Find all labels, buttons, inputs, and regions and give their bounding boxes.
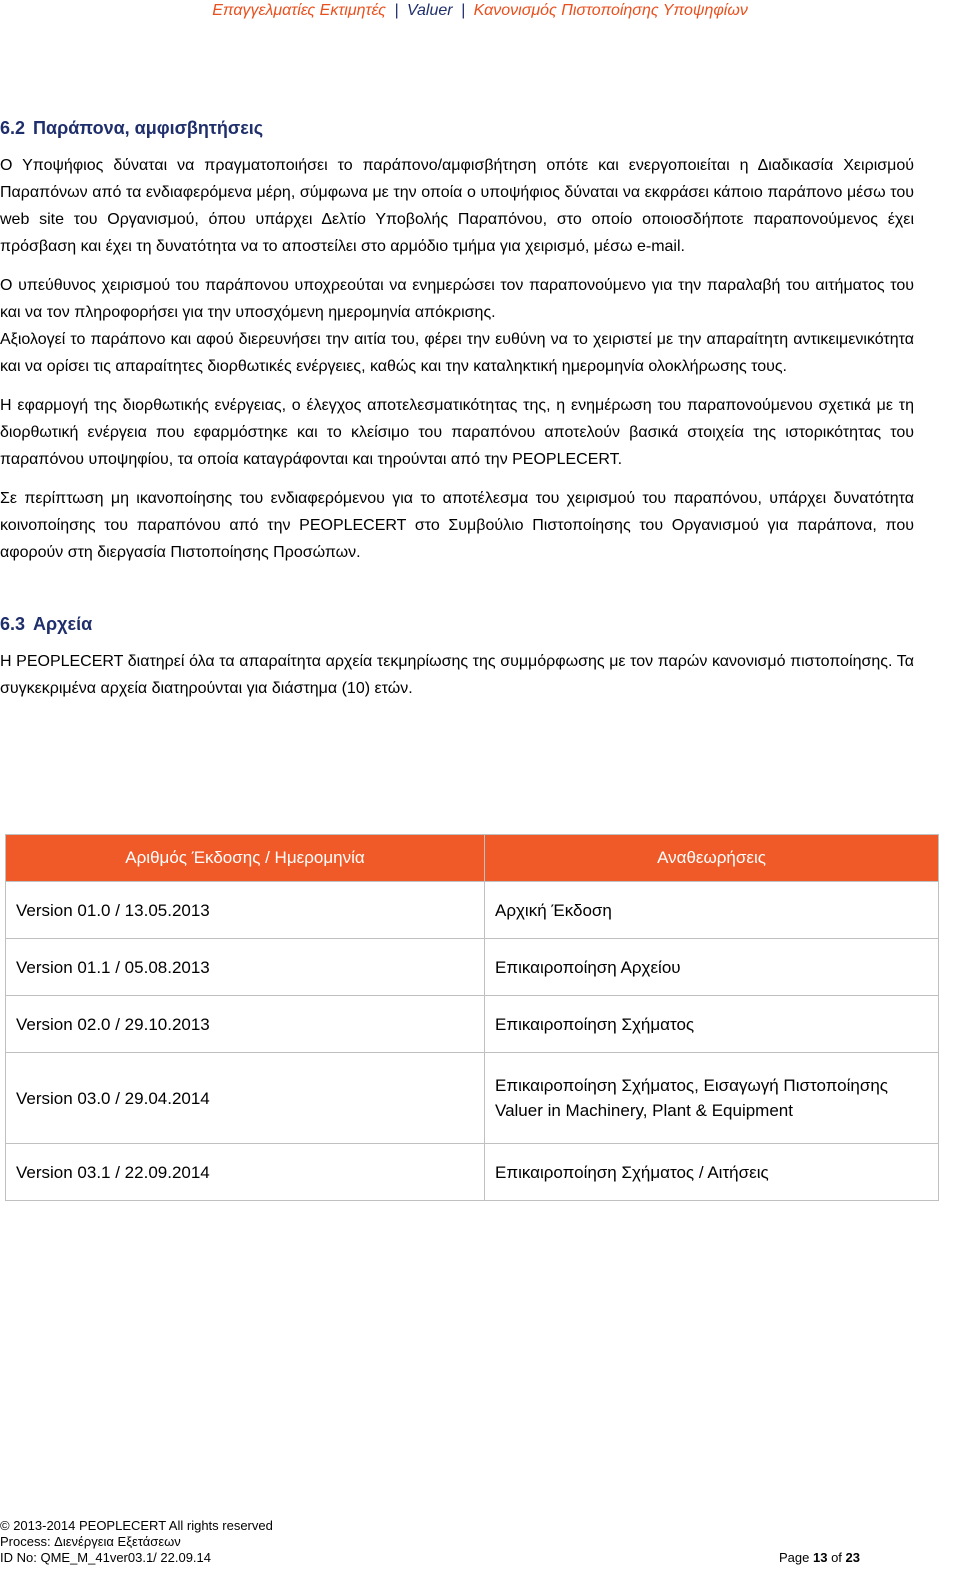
table-row — [6, 939, 939, 996]
paragraph: Η εφαρμογή της διορθωτικής ενέργειας, ο έλεγχος αποτελεσματικότητας της, η ενημέρωση του παραπονούμενου σχετικά με τη διορθωτική ενέργεια που εφαρμόστηκε και το κλείσιμο του παραπόνου αποτελούν βασικά στοιχεία της ιστορικότητας του παραπόνου υποψηφίου, τα οποία καταγράφονται και τηρούνται από την PEOPLECERT. — [0, 397, 914, 468]
footer-process: Process: Διενέργεια Εξετάσεων — [0, 1534, 181, 1549]
header-separator: | — [461, 2, 466, 19]
section-number: 6.2 — [0, 118, 26, 138]
column-header-revisions: Αναθεωρήσεις — [485, 835, 939, 882]
revision-cell: Επικαιροποίηση Σχήματος, Εισαγωγή Πιστοποίησης Valuer in Machinery, Plant & Equipment — [485, 1053, 939, 1144]
paragraph: Η PEOPLECERT διατηρεί όλα τα απαραίτητα αρχεία τεκμηρίωσης της συμμόρφωσης με τον παρών κανονισμό πιστοποίησης. Τα συγκεκριμένα αρχεία διατηρούνται για διάστημα (10) ετών. — [0, 653, 914, 697]
paragraph: Σε περίπτωση μη ικανοποίησης του ενδιαφερόμενου για το αποτέλεσμα του χειρισμού του παραπόνου, υπάρχει δυνατότητα κοινοποίησης του παραπόνου από την PEOPLECERT στο Συμβούλιο Πιστοποίησης του Οργανισμού για παράπονα, που αφορούν στη διεργασία Πιστοποίησης Προσώπων. — [0, 490, 914, 561]
page-label: Page — [778, 1550, 810, 1565]
table-row — [6, 882, 939, 939]
footer-document-id: ID No: QME_M_41ver03.1/ 22.09.14 — [0, 1550, 212, 1565]
section-spacer — [0, 578, 914, 612]
version-cell: Version 03.0 / 29.04.2014 — [6, 1053, 485, 1144]
page-total: 23 — [845, 1550, 860, 1565]
revisions-table — [5, 834, 939, 1201]
page-current: 13 — [812, 1550, 828, 1565]
version-cell: Version 01.1 / 05.08.2013 — [6, 939, 485, 996]
section-title: Παράπονα, αμφισβητήσεις — [33, 118, 264, 138]
section-number: 6.3 — [0, 614, 26, 634]
document-body — [0, 116, 914, 714]
section-heading-6-2 — [0, 116, 914, 140]
revision-cell: Επικαιροποίηση Σχήματος / Αιτήσεις — [485, 1144, 939, 1201]
page-header — [0, 2, 960, 20]
header-doc-type: Επαγγελματίες Εκτιμητές — [212, 2, 386, 19]
page-of: of — [831, 1550, 842, 1565]
header-category: Valuer — [406, 2, 453, 19]
table-row — [6, 996, 939, 1053]
section-title: Αρχεία — [33, 614, 93, 634]
revision-cell: Αρχική Έκδοση — [485, 882, 939, 939]
paragraph: Αξιολογεί το παράπονο και αφού διερευνήσει την αιτία του, φέρει την ευθύνη να το χειριστεί με την απαραίτητη αντικειμενικότητα και να ορίσει τις απαραίτητες διορθωτικές ενέργειες, καθώς και την καταληκτική ημερομηνία ολοκλήρωσης τους. — [0, 331, 914, 375]
version-cell: Version 02.0 / 29.10.2013 — [6, 996, 485, 1053]
version-cell: Version 03.1 / 22.09.2014 — [6, 1144, 485, 1201]
table-row — [6, 1053, 939, 1144]
table-row — [6, 1144, 939, 1201]
version-cell: Version 01.0 / 13.05.2013 — [6, 882, 485, 939]
header-separator: | — [394, 2, 399, 19]
column-header-version: Αριθμός Έκδοσης / Ημερομηνία — [6, 835, 485, 882]
revision-cell: Επικαιροποίηση Αρχείου — [485, 939, 939, 996]
paragraph: Ο Υποψήφιος δύναται να πραγματοποιήσει το παράπονο/αμφισβήτηση οπότε και ενεργοποιείται η Διαδικασία Χειρισμού Παραπόνων από τα ενδιαφερόμενα μέρη, σύμφωνα με την οποία ο υποψήφιος δύναται να εκφράσει κάποιο παράπονο μέσω του web site του Οργανισμού, όπου υπάρχει Δελτίο Υποβολής Παραπόνου, στο οποίο οποιοσδήποτε παραπονούμενος έχει πρόσβαση και έχει τη δυνατότητα να το αποστείλει στο αρμόδιο τμήμα για χειρισμό, μέσω e-mail. — [0, 157, 914, 255]
footer-copyright: © 2013-2014 PEOPLECERT All rights reserved — [0, 1518, 273, 1533]
page-number — [779, 1550, 860, 1566]
revision-cell: Επικαιροποίηση Σχήματος — [485, 996, 939, 1053]
section-heading-6-3 — [0, 612, 914, 636]
table-header-row — [6, 835, 939, 882]
header-doc-title: Κανονισμός Πιστοποίησης Υποψηφίων — [473, 2, 748, 19]
paragraph: Ο υπεύθυνος χειρισμού του παράπονου υποχρεούται να ενημερώσει τον παραπονούμενο για την παραλαβή του αιτήματος του και να τον πληροφορήσει για την υποσχόμενη ημερομηνία απόκρισης. — [0, 277, 914, 321]
page-footer — [0, 1518, 860, 1566]
